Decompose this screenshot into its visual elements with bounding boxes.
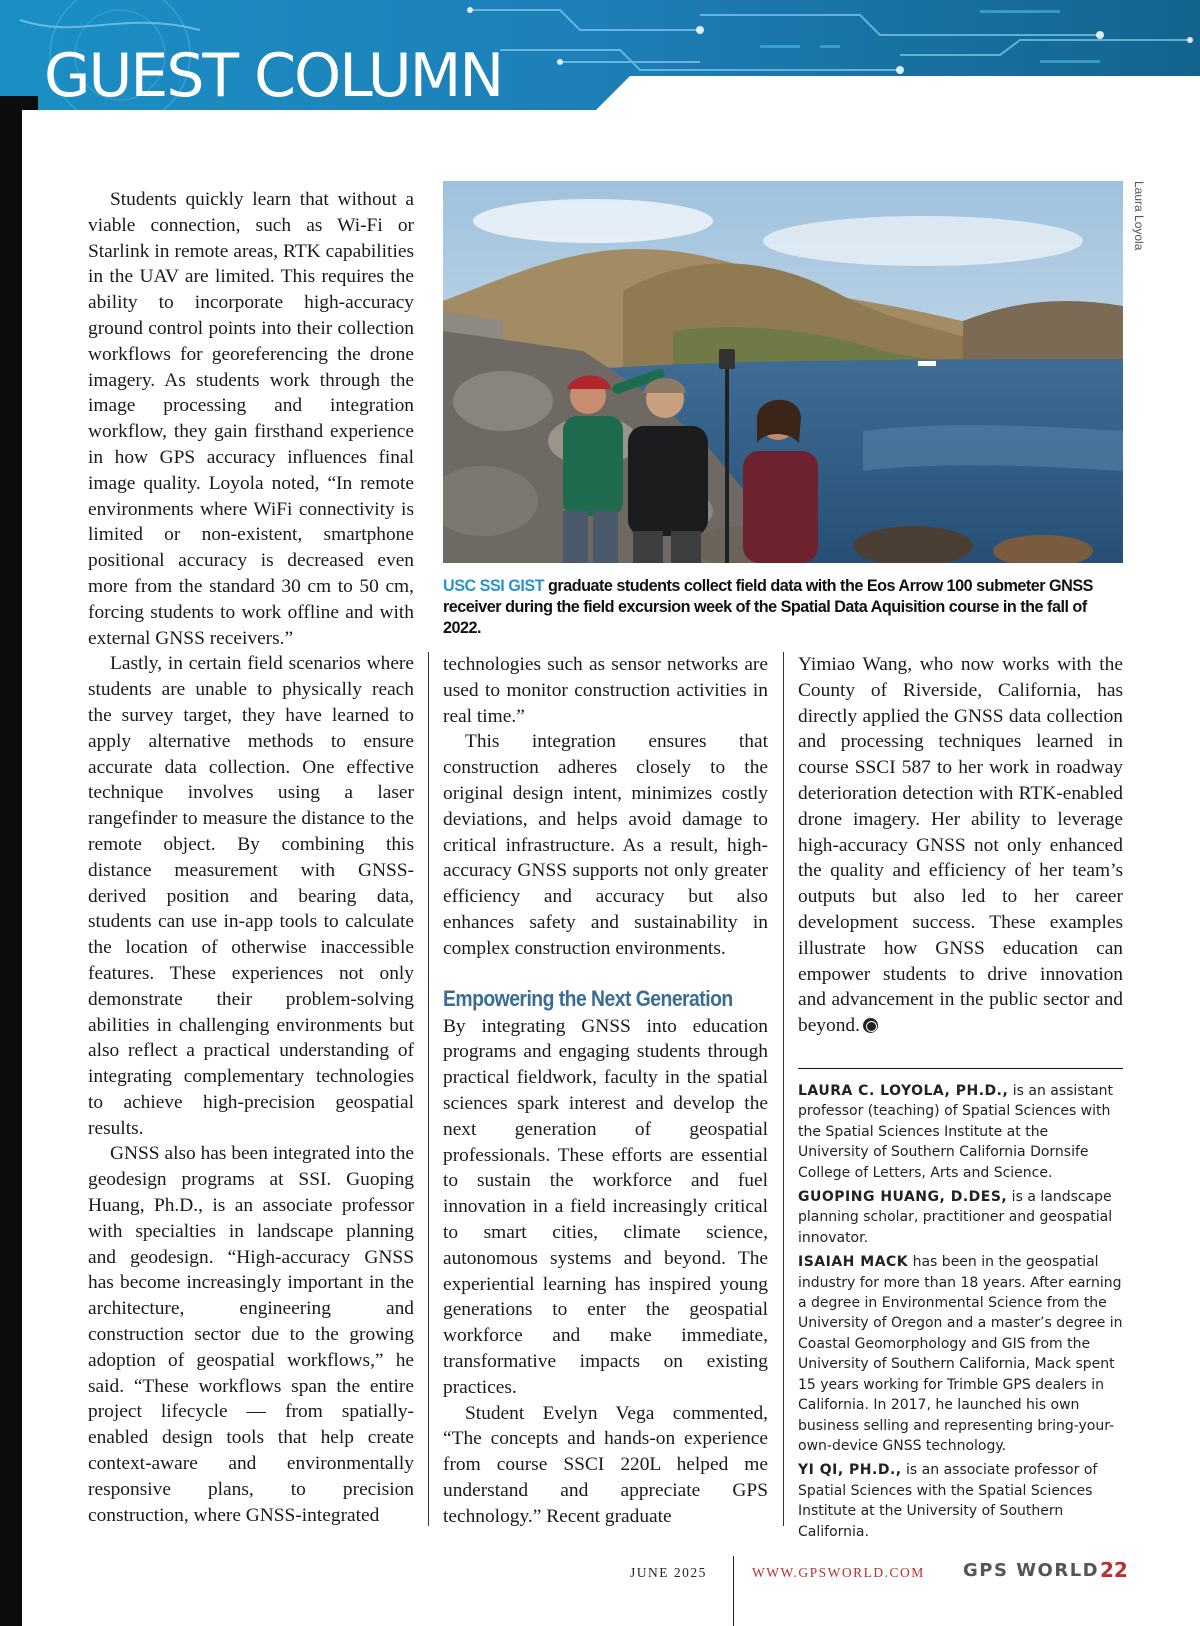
author-bio-text: has been in the geospatial industry for more than 18 years. After earning a degree in Environmental Science from the University of Oregon and a master’s degree in Coastal Geomorphology and GIS from the University of Southern California, Mack spent 15 years working for Trimble GPS dealers in California. In 2017, he launched his own business selling and representing bring-your-own-device GNSS technology. — [798, 1254, 1123, 1454]
author-name: YI QI, PH.D., — [798, 1462, 902, 1479]
article-column-2 — [443, 652, 768, 1530]
author-name: ISAIAH MACK — [798, 1254, 909, 1271]
paragraph: Student Evelyn Vega commented, “The concepts and hands-on experience from course SSCI 220L helped me understand and appreciate GPS technology.” Recent graduate — [443, 1402, 768, 1527]
paragraph: This integration ensures that construction adheres closely to the original design intent, minimizes costly deviations, and helps avoid damage to critical infrastructure. As a result, high-accuracy GNSS supports not only greater efficiency and accuracy but also enhances safety and sustainability in complex construction environments. — [443, 731, 768, 959]
paragraph — [798, 652, 1123, 1039]
author-bio-text: is an assistant professor (teaching) of Spatial Sciences with the Spatial Sciences Institute at the University of Southern California Dornsife College of Letters, Arts and Science. — [798, 1083, 1114, 1181]
photo-credit: Laura Loyola — [1132, 181, 1146, 251]
author-bio — [798, 1081, 1123, 1183]
paragraph-text: Yimiao Wang, who now works with the County of Riverside, California, has directly applied the GNSS data collection and processing techniques learned in course SSCI 587 to her work in roadway deterioration detection with RTK-enabled drone imagery. Her ability to leverage high-accuracy GNSS not only enhanced the quality and efficiency of her team’s outputs but also led to her career development success. These examples illustrate how GNSS education can empower students to drive innovation and advancement in the public sector and beyond. — [798, 654, 1123, 1037]
photo-caption — [443, 576, 1123, 639]
field-photo — [443, 181, 1123, 563]
author-name: GUOPING HUANG, D.DES, — [798, 1189, 1008, 1206]
bio-divider — [798, 1068, 1123, 1069]
section-subhead: Empowering the Next Generation — [443, 985, 733, 1011]
column-divider — [783, 652, 784, 1526]
author-bio — [798, 1187, 1123, 1248]
paragraph: Students quickly learn that without a viable connection, such as Wi-Fi or Starlink in remote areas, RTK capabilities in the UAV are limited. This requires the ability to incorporate high-accuracy ground control points into their collection workflows for georeferencing the drone imagery. As students work through the image processing and integration workflow, they gain firsthand experience in how GPS accuracy influences final image quality. Loyola noted, “In remote environments where WiFi connectivity is limited or non-existent, smartphone positional accuracy is decreased even more from the standard 30 cm to 50 cm, forcing students to work offline and with external GNSS receivers.” — [88, 189, 414, 649]
website-link[interactable]: WWW.GPSWORLD.COM — [752, 1565, 925, 1580]
paragraph: technologies such as sensor networks are used to monitor construction activities in real time.” — [443, 654, 768, 727]
author-name: LAURA C. LOYOLA, PH.D., — [798, 1083, 1009, 1099]
article-column-3 — [798, 652, 1123, 1039]
students-gnss-field-photo — [443, 181, 1123, 563]
end-mark-globe-icon — [863, 1018, 878, 1033]
caption-text: graduate students collect field data with the Eos Arrow 100 submeter GNSS receiver during the field excursion week of the Spatial Data Aquisition course in the fall of 2022. — [443, 577, 1093, 637]
author-bio-text: is a landscape planning scholar, practitioner and geospatial innovator. — [798, 1189, 1113, 1246]
author-bios — [798, 1081, 1123, 1546]
magazine-name: GPS WORLD — [963, 1560, 1100, 1581]
paragraph: Lastly, in certain field scenarios where students are unable to physically reach the survey target, they have learned to apply alternative methods to ensure accurate data collection. One effective technique involves using a laser rangefinder to measure the distance to the remote object. By combining this distance measurement with GNSS-derived position and bearing data, students can use in-app tools to calculate the location of otherwise inaccessible features. These experiences not only demonstrate their problem-solving abilities in challenging environments but also reflect a practical understanding of integrating complementary technologies to achieve high-precision geospatial results. — [88, 653, 414, 1139]
caption-lead: USC SSI GIST — [443, 577, 545, 595]
paragraph: By integrating GNSS into education programs and engaging students through practical fieldwork, faculty in the spatial sciences spark interest and develop the next generation of geospatial professionals. These efforts are essential to sustain the workforce and fuel innovation in a field increasingly critical to smart cities, climate science, autonomous systems and beyond. The experiential learning has inspired young generations to enter the geospatial workforce and make immediate, transformative impacts on existing practices. — [443, 1015, 768, 1398]
column-divider — [428, 652, 429, 1526]
left-edge-bar — [0, 110, 22, 1626]
author-bio-text: is an associate professor of Spatial Sciences with the Spatial Sciences Institute at the University of Southern California. — [798, 1462, 1098, 1540]
left-edge-bar-top — [0, 96, 38, 110]
header-banner — [0, 0, 1200, 110]
issue-date: JUNE 2025 — [630, 1565, 707, 1580]
article-column-1 — [88, 187, 414, 1528]
paragraph: GNSS also has been integrated into the geodesign programs at SSI. Guoping Huang, Ph.D., is an associate professor with specialties in landscape planning and geodesign. “High-accuracy GNSS has become increasingly important in the architecture, engineering and construction sector due to the growing adoption of geospatial workflows,” he said. “These workflows span the entire project lifecycle — from spatially-enabled design tools that help create context-aware and environmentally responsive plans, to precision construction, where GNSS-integrated — [88, 1143, 414, 1526]
section-title: GUEST COLUMN — [44, 41, 503, 110]
page-number: 22 — [1100, 1558, 1128, 1582]
author-bio — [798, 1460, 1123, 1542]
footer-divider — [733, 1556, 734, 1626]
author-bio — [798, 1252, 1123, 1456]
